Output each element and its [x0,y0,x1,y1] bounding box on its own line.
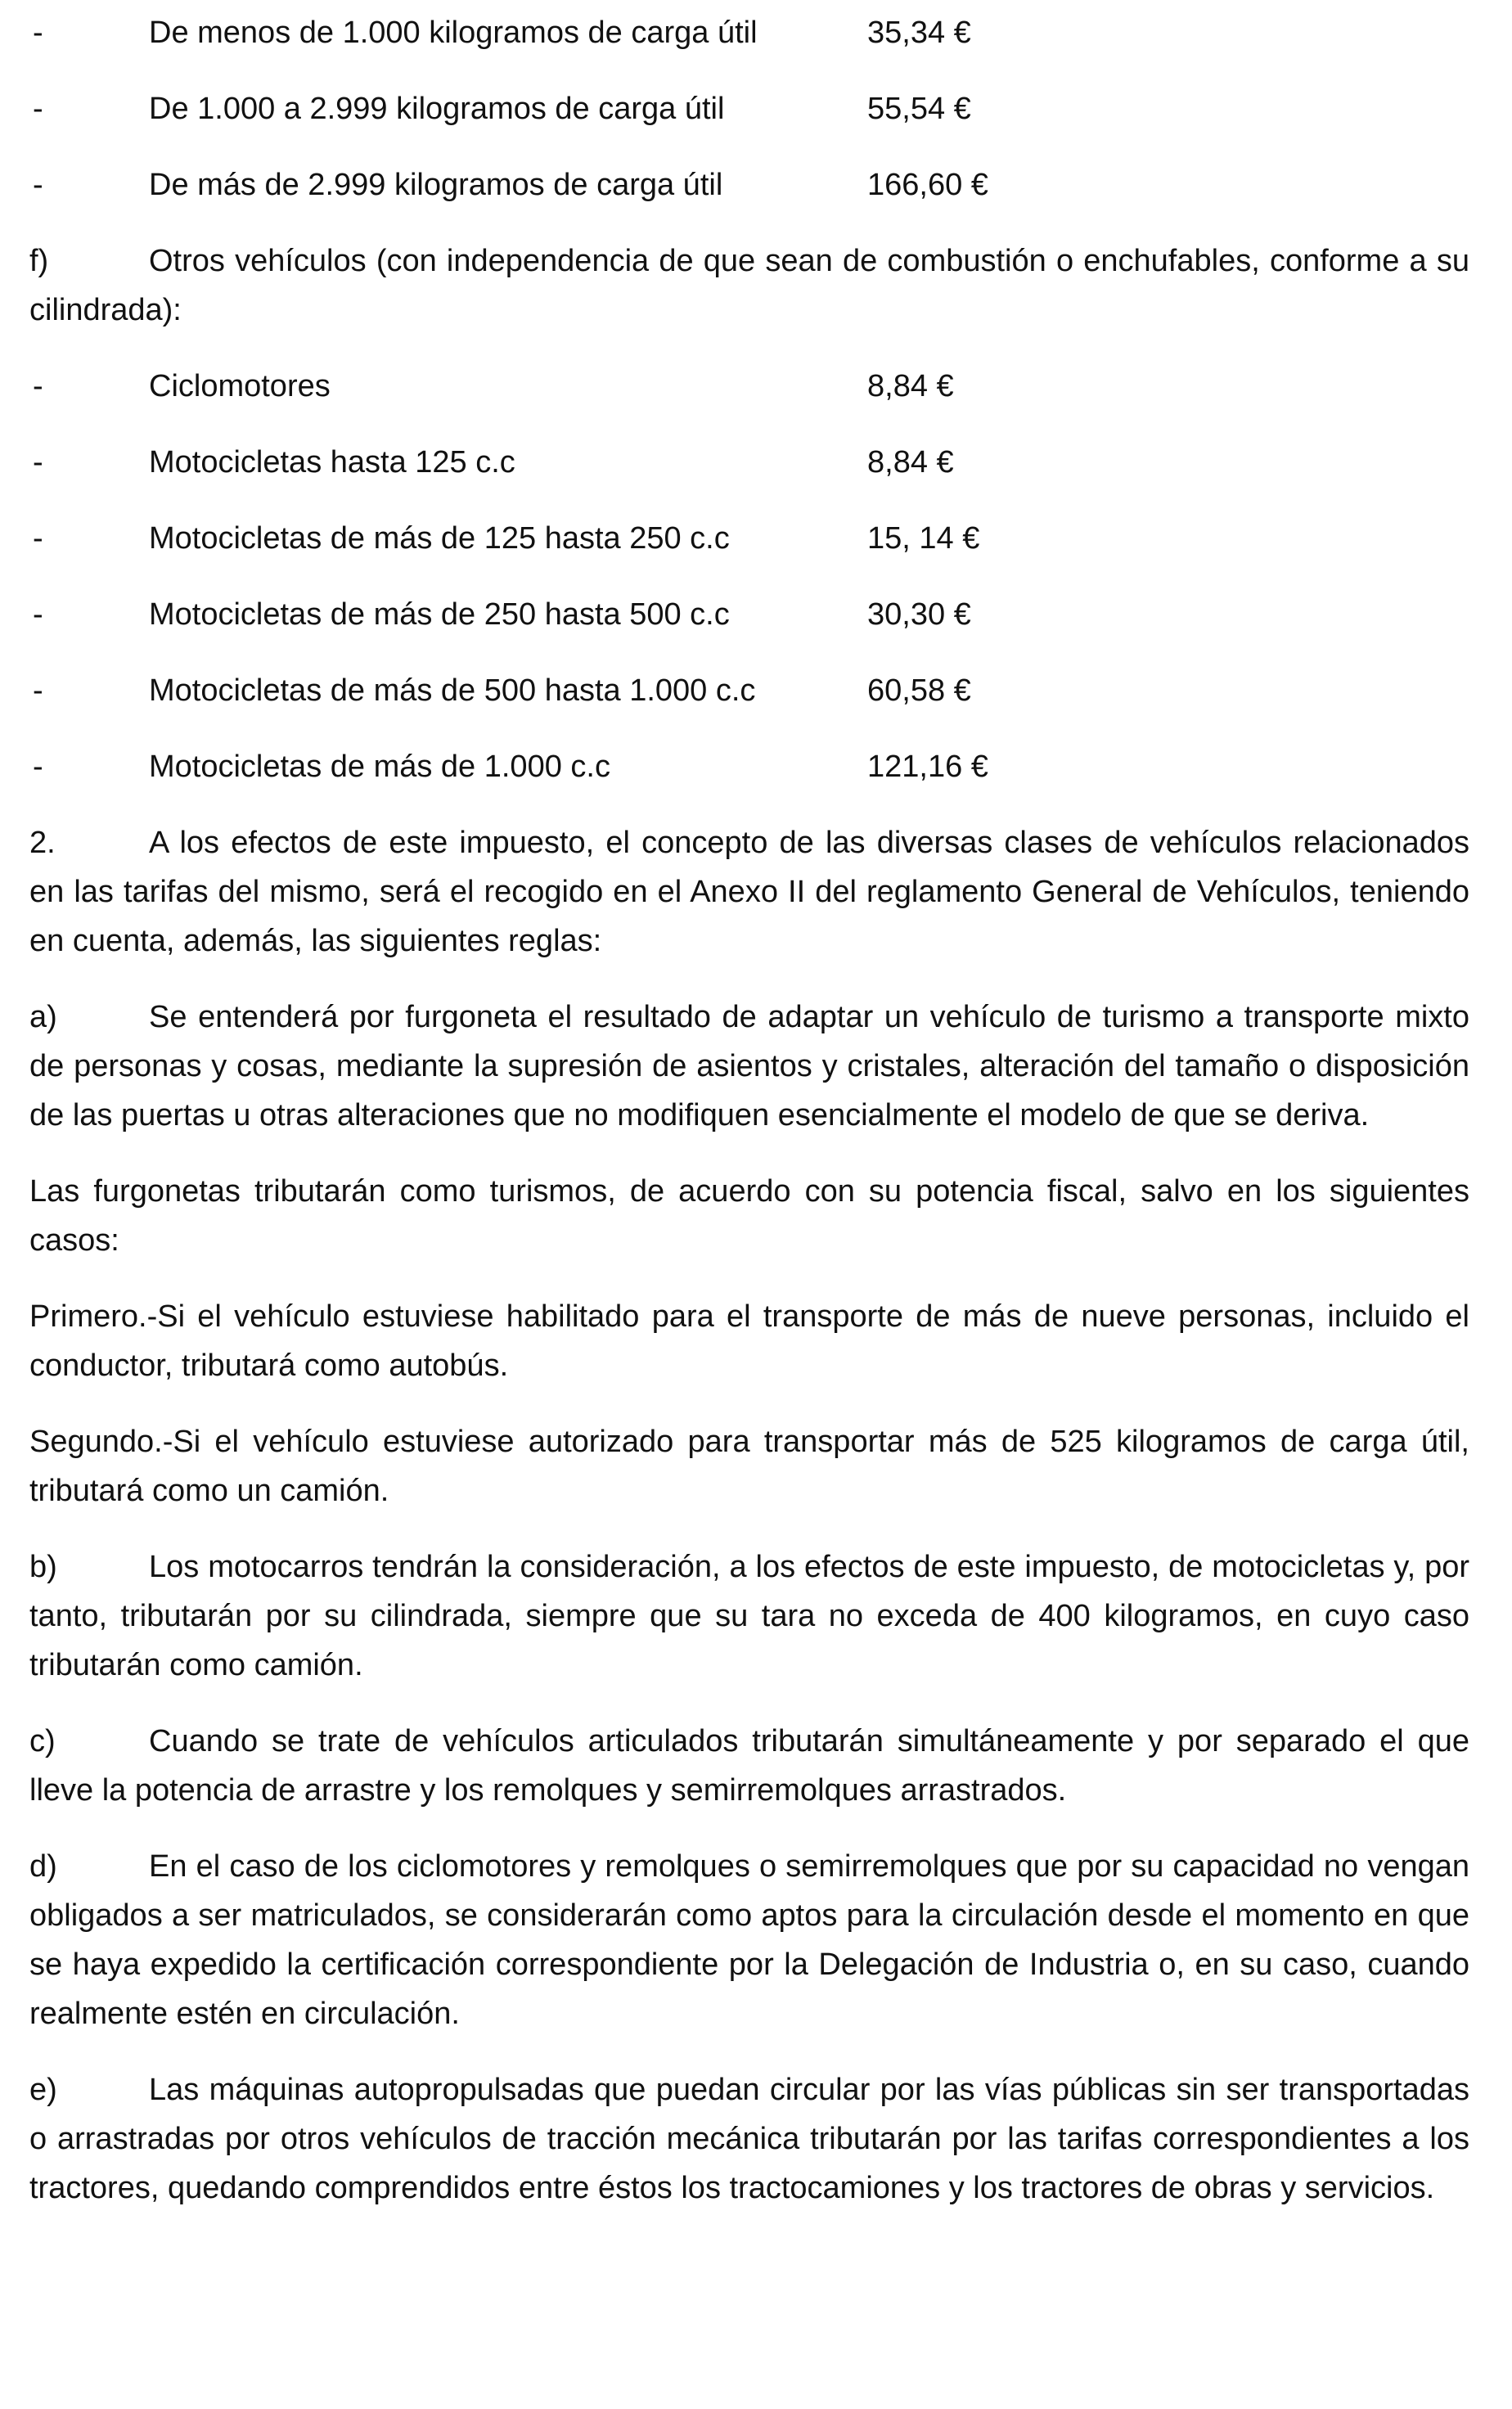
row-dash: - [33,521,43,556]
row-dash: - [33,168,43,202]
item-marker: c) [29,1724,56,1758]
row-dash: - [33,92,43,126]
section-f-heading [29,236,1469,335]
row-price: 8,84 € [867,369,954,403]
row-label: De 1.000 a 2.999 kilogramos de carga útil [149,92,725,126]
row-dash: - [33,445,43,480]
item-a-paragraph [29,993,1469,1140]
item-e-paragraph [29,2065,1469,2213]
row-label: Motocicletas de más de 125 hasta 250 c.c [149,521,730,556]
tariff-row [29,514,1469,590]
row-dash: - [33,750,43,784]
row-label: Motocicletas de más de 500 hasta 1.000 c.c [149,673,756,708]
tariff-row [29,590,1469,666]
row-dash: - [33,16,43,50]
section-marker: f) [29,244,49,278]
row-price: 15, 14 € [867,521,980,556]
row-dash: - [33,673,43,708]
item-text: En el caso de los ciclomotores y remolques o semirremolques que por su capacidad no vengan obligados a ser matriculados, se considerarán como aptos para la circulación desde el momento en que se haya expedido la certificación correspondiente por la Delegación de Industria o, en su caso, cuando realmente estén en circulación. [29,1849,1469,2031]
tariff-row [29,8,1469,84]
tariff-row [29,666,1469,742]
section-text: Otros vehículos (con independencia de que sean de combustión o enchufables, conforme a su cilindrada): [29,244,1469,327]
item-d-paragraph [29,1842,1469,2038]
row-label: De menos de 1.000 kilogramos de carga útil [149,16,758,50]
section-text: A los efectos de este impuesto, el concepto de las diversas clases de vehículos relacionados en las tarifas del mismo, será el recogido en el Anexo II del reglamento General de Vehículos, teniendo en cuenta, además, las siguientes reglas: [29,826,1469,958]
row-price: 121,16 € [867,750,988,784]
section-marker: 2. [29,826,56,860]
row-price: 8,84 € [867,445,954,480]
row-label: De más de 2.999 kilogramos de carga útil [149,168,723,202]
tariff-row [29,438,1469,514]
section-2-paragraph [29,818,1469,966]
row-label: Ciclomotores [149,369,331,403]
row-label: Motocicletas de más de 250 hasta 500 c.c [149,597,730,632]
item-marker: a) [29,1000,57,1034]
item-marker: e) [29,2073,57,2107]
row-price: 55,54 € [867,92,971,126]
item-b-paragraph [29,1542,1469,1690]
row-price: 60,58 € [867,673,971,708]
tariff-row [29,742,1469,818]
row-price: 30,30 € [867,597,971,632]
furgonetas-paragraph: Las furgonetas tributarán como turismos, de acuerdo con su potencia fiscal, salvo en los siguientes casos: [29,1174,1469,1258]
document-page [29,8,1469,2240]
row-price: 35,34 € [867,16,971,50]
tariff-row [29,160,1469,236]
item-marker: d) [29,1849,57,1884]
item-c-paragraph [29,1717,1469,1815]
tariff-row [29,362,1469,438]
row-dash: - [33,369,43,403]
item-text: Cuando se trate de vehículos articulados tributarán simultáneamente y por separado el que lleve la potencia de arrastre y los remolques y semirremolques arrastrados. [29,1724,1469,1808]
segundo-paragraph: Segundo.-Si el vehículo estuviese autorizado para transportar más de 525 kilogramos de carga útil, tributará como un camión. [29,1425,1469,1508]
row-dash: - [33,597,43,632]
item-text: Los motocarros tendrán la consideración, a los efectos de este impuesto, de motocicletas y, por tanto, tributarán por su cilindrada, siempre que su tara no exceda de 400 kilogramos, en cuyo caso tributarán como camión. [29,1550,1469,1682]
row-price: 166,60 € [867,168,988,202]
row-label: Motocicletas de más de 1.000 c.c [149,750,610,784]
item-marker: b) [29,1550,57,1584]
tariff-row [29,84,1469,160]
item-text: Las máquinas autopropulsadas que puedan circular por las vías públicas sin ser transportadas o arrastradas por otros vehículos de tracción mecánica tributarán por las tarifas correspondientes a los tractores, quedando comprendidos entre éstos los tractocamiones y los tractores de obras y servicios. [29,2073,1469,2205]
primero-paragraph: Primero.-Si el vehículo estuviese habilitado para el transporte de más de nueve personas, incluido el conductor, tributará como autobús. [29,1299,1469,1383]
row-label: Motocicletas hasta 125 c.c [149,445,515,480]
item-text: Se entenderá por furgoneta el resultado de adaptar un vehículo de turismo a transporte mixto de personas y cosas, mediante la supresión de asientos y cristales, alteración del tamaño o disposición de las puertas u otras alteraciones que no modifiquen esencialmente el modelo de que se deriva. [29,1000,1469,1132]
